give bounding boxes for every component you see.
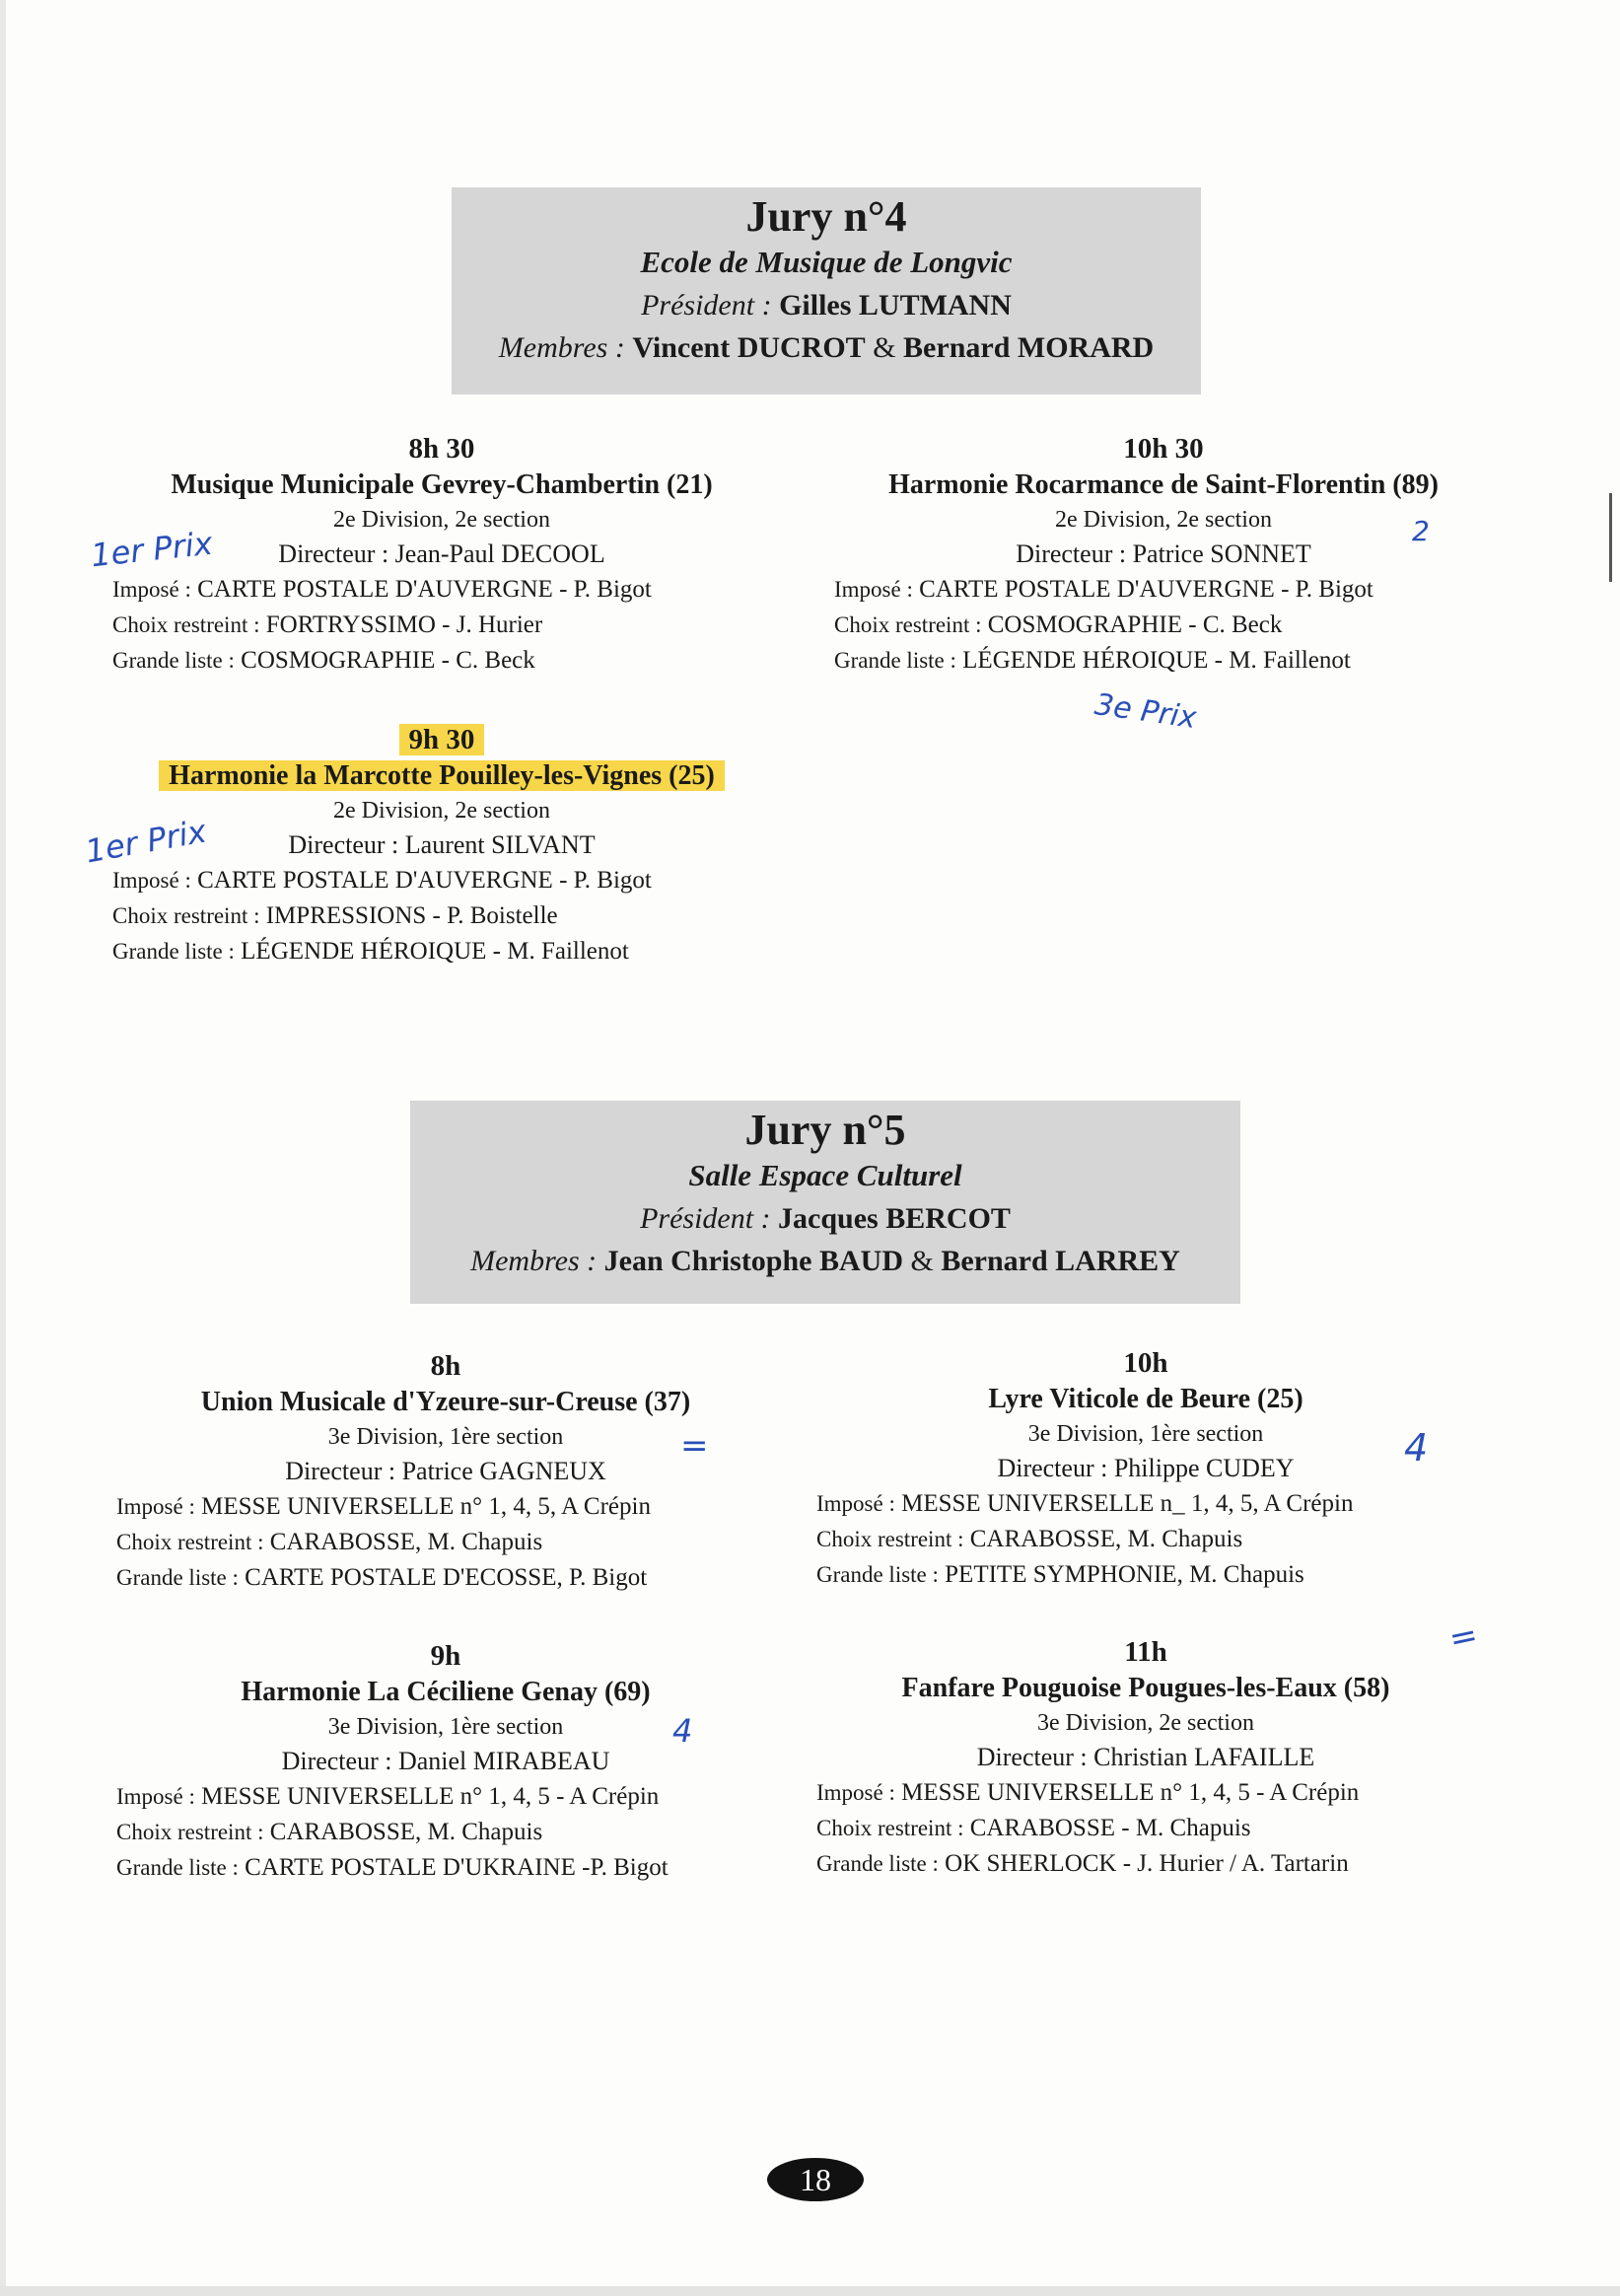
entry-division: 2e Division, 2e section: [1055, 507, 1272, 533]
entry-grande-liste: Grande liste : PETITE SYMPHONIE, M. Chapuis: [816, 1561, 1304, 1588]
entry-choix: Choix restreint : COSMOGRAPHIE - C. Beck: [834, 611, 1283, 638]
entry-impose: Imposé : CARTE POSTALE D'AUVERGNE - P. Bigot: [112, 576, 652, 603]
entry-impose: Imposé : MESSE UNIVERSELLE n° 1, 4, 5, A Crépin: [116, 1493, 651, 1520]
jury-4-members: Membres : Vincent DUCROT & Bernard MORARD: [498, 331, 1155, 365]
entry-impose: Imposé : MESSE UNIVERSELLE n° 1, 4, 5 - A Crépin: [116, 1783, 660, 1810]
scan-edge-left: [0, 0, 6, 2296]
entry-director: Directeur : Laurent SILVANT: [288, 830, 596, 859]
entry-division: 3e Division, 1ère section: [1027, 1421, 1264, 1447]
entry-division: 3e Division, 2e section: [1037, 1710, 1254, 1736]
entry-impose: Imposé : CARTE POSTALE D'AUVERGNE - P. Bigot: [112, 867, 652, 894]
entry-director: Directeur : Philippe CUDEY: [997, 1454, 1295, 1482]
jury-4-venue: Ecole de Musique de Longvic: [640, 245, 1013, 280]
entry-division: 2e Division, 2e section: [333, 798, 550, 824]
entry-choix: Choix restreint : FORTRYSSIMO - J. Hurier: [112, 611, 543, 638]
entry-director: Directeur : Daniel MIRABEAU: [281, 1747, 610, 1775]
entry-time: 9h: [430, 1640, 461, 1672]
jury-5-president: Président : Jacques BERCOT: [640, 1201, 1011, 1235]
jury-4-president: Président : Gilles LUTMANN: [641, 288, 1012, 322]
entry-time: 8h: [430, 1350, 461, 1382]
entry-choix: Choix restreint : CARABOSSE, M. Chapuis: [116, 1529, 543, 1555]
entry-director: Directeur : Christian LAFAILLE: [976, 1743, 1315, 1771]
entry-band: Lyre Viticole de Beure (25): [988, 1384, 1303, 1414]
entry-grande-liste: Grande liste : CARTE POSTALE D'UKRAINE -P. Bigot: [116, 1854, 669, 1881]
jury-4-header: [452, 187, 1201, 395]
entry-grande-liste: Grande liste : COSMOGRAPHIE - C. Beck: [112, 647, 535, 674]
entry-choix: Choix restreint : CARABOSSE, M. Chapuis: [116, 1819, 543, 1845]
entry-time: 10h 30: [1123, 433, 1204, 465]
entry-division: 2e Division, 2e section: [333, 507, 550, 533]
entry-director: Directeur : Jean-Paul DECOOL: [278, 539, 605, 568]
entry-band: Fanfare Pouguoise Pougues-les-Eaux (58): [901, 1673, 1390, 1703]
jury-5-entry-10h: [810, 1344, 1481, 1593]
jury-5-entry-8h: [110, 1347, 781, 1596]
entry-choix: Choix restreint : CARABOSSE, M. Chapuis: [816, 1526, 1243, 1552]
handwritten-note: 3e Prix: [1092, 686, 1199, 737]
jury-5-title: Jury n°5: [744, 1106, 906, 1154]
entry-impose: Imposé : MESSE UNIVERSELLE n° 1, 4, 5 - A Crépin: [816, 1779, 1360, 1806]
entry-time: 11h: [1124, 1636, 1167, 1668]
entry-band: Union Musicale d'Yzeure-sur-Creuse (37): [200, 1387, 691, 1417]
entry-band: Musique Municipale Gevrey-Chambertin (21): [171, 469, 713, 500]
handwritten-mark: =: [680, 1426, 709, 1466]
entry-choix: Choix restreint : CARABOSSE - M. Chapuis: [816, 1815, 1251, 1841]
entry-grande-liste: Grande liste : OK SHERLOCK - J. Hurier / A. Tartarin: [816, 1850, 1349, 1877]
handwritten-mark: =: [1445, 1614, 1482, 1660]
jury-4-entry-10h30: [828, 430, 1499, 679]
jury-5-entry-11h: [810, 1633, 1481, 1882]
handwritten-mark: 4: [1404, 1426, 1429, 1470]
entry-band: Harmonie La Céciliene Genay (69): [241, 1677, 651, 1707]
entry-director: Directeur : Patrice GAGNEUX: [285, 1457, 606, 1485]
entry-grande-liste: Grande liste : CARTE POSTALE D'ECOSSE, P. Bigot: [116, 1564, 648, 1591]
page-number: 18: [767, 2158, 864, 2201]
entry-choix: Choix restreint : IMPRESSIONS - P. Boistelle: [112, 902, 558, 929]
entry-band: Harmonie la Marcotte Pouilley-les-Vignes (25): [106, 758, 777, 794]
entry-impose: Imposé : MESSE UNIVERSELLE n_ 1, 4, 5, A Crépin: [816, 1490, 1354, 1517]
scan-mark: [1609, 493, 1612, 582]
handwritten-mark: 4: [672, 1712, 693, 1750]
scan-edge-bottom: [0, 2286, 1620, 2296]
entry-time: 8h 30: [408, 433, 475, 465]
jury-5-header: [410, 1101, 1240, 1304]
entry-band: Harmonie Rocarmance de Saint-Florentin (89): [888, 469, 1439, 500]
entry-time: 10h: [1123, 1347, 1168, 1379]
handwritten-note: 1er Prix: [82, 812, 210, 871]
entry-director: Directeur : Patrice SONNET: [1016, 539, 1311, 568]
jury-4-title: Jury n°4: [745, 192, 907, 241]
jury-5-members: Membres : Jean Christophe BAUD & Bernard LARREY: [470, 1245, 1180, 1278]
entry-division: 3e Division, 1ère section: [327, 1424, 564, 1450]
entry-grande-liste: Grande liste : LÉGENDE HÉROIQUE - M. Faillenot: [112, 938, 629, 965]
handwritten-note: 1er Prix: [89, 524, 215, 575]
entry-time: 9h 30: [106, 721, 777, 758]
entry-grande-liste: Grande liste : LÉGENDE HÉROIQUE - M. Faillenot: [834, 647, 1351, 674]
entry-division: 3e Division, 1ère section: [327, 1714, 564, 1740]
handwritten-mark: 2: [1412, 515, 1430, 547]
jury-5-entry-9h: [110, 1637, 781, 1886]
entry-impose: Imposé : CARTE POSTALE D'AUVERGNE - P. Bigot: [834, 576, 1373, 603]
jury-5-venue: Salle Espace Culturel: [688, 1158, 962, 1193]
